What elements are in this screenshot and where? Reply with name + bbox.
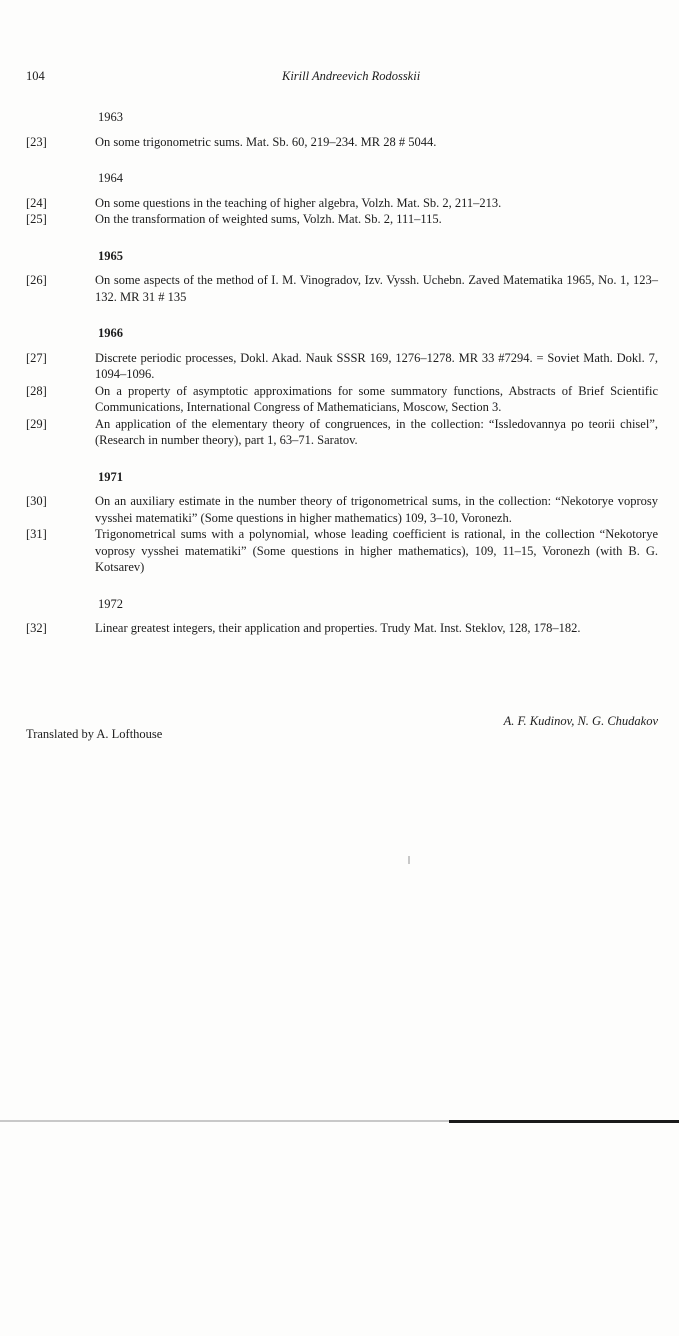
bibliography-entry [26, 383, 658, 416]
entry-text: On a property of asymptotic approximations for some summatory functions, Abstracts of Brief Scientific Communications, International Congress of Mathematicians, Moscow, Section 3. [95, 383, 658, 414]
section-1966 [26, 325, 658, 449]
bibliography-entry [26, 211, 658, 228]
bibliography-entry [26, 350, 658, 383]
entry-number: [28] [26, 383, 47, 398]
entry-text: Linear greatest integers, their application and properties. Trudy Mat. Inst. Steklov, 128, 178–182. [95, 621, 581, 635]
entry-text: Discrete periodic processes, Dokl. Akad. Nauk SSSR 169, 1276–1278. MR 33 #7294. = Soviet Math. Dokl. 7, 1094–1096. [95, 350, 658, 381]
entry-text: On the transformation of weighted sums, Volzh. Mat. Sb. 2, 111–115. [95, 212, 442, 226]
entry-text: An application of the elementary theory of congruences, in the collection: “Issledovannya po teorii chisel”, (Research in number theory), part 1, 63–71. Saratov. [95, 416, 658, 447]
scan-edge-rule-dark [449, 1120, 679, 1123]
entry-number: [25] [26, 212, 47, 226]
year-heading: 1972 [98, 596, 123, 611]
running-title: Kirill Andreevich Rodosskii [282, 69, 421, 83]
entry-text: On some aspects of the method of I. M. Vinogradov, Izv. Vyssh. Uchebn. Zaved Matematika 1965, No. 1, 123–132. MR 31 # 135 [95, 273, 658, 304]
entry-number: [29] [26, 416, 47, 431]
scan-edge-rule [0, 1120, 679, 1122]
entry-number: [30] [26, 494, 47, 508]
year-heading: 1966 [98, 326, 123, 340]
bibliography-entry [26, 272, 658, 305]
year-heading: 1964 [98, 171, 123, 185]
entry-number: [32] [26, 621, 47, 635]
bibliography-entry [26, 493, 658, 526]
bibliography-entry [26, 416, 658, 449]
entry-number: [27] [26, 350, 47, 365]
entry-text: Trigonometrical sums with a polynomial, whose leading coefficient is rational, in the collection “Nekotorye voprosy vysshei matematiki” (Some questions in higher mathematics), 109, 11–15, Voronezh (with B. G. Kotsarev) [95, 527, 658, 574]
bibliography-entry [26, 526, 658, 576]
year-heading: 1963 [98, 110, 123, 124]
year-heading: 1971 [98, 469, 123, 484]
bibliography [26, 109, 658, 637]
section-1963 [26, 109, 658, 150]
entry-text: On an auxiliary estimate in the number theory of trigonometrical sums, in the collection: “Nekotorye voprosy vysshei matematiki” (Some questions in higher mathematics) 109, 3–10, Voronezh. [95, 494, 658, 525]
entry-number: [26] [26, 273, 47, 287]
section-1965 [26, 248, 658, 306]
translator-credit: Translated by A. Lofthouse [26, 727, 163, 741]
page-number: 104 [26, 69, 45, 83]
authors-signature: A. F. Kudinov, N. G. Chudakov [503, 714, 658, 728]
bibliography-entry [26, 620, 658, 637]
section-1972 [26, 596, 658, 637]
section-1964 [26, 170, 658, 228]
scan-speck [408, 856, 410, 864]
entry-text: On some trigonometric sums. Mat. Sb. 60, 219–234. MR 28 # 5044. [95, 134, 437, 149]
year-heading: 1965 [98, 248, 123, 263]
entry-number: [23] [26, 134, 47, 149]
entry-number: [24] [26, 195, 47, 210]
bibliography-entry [26, 195, 658, 212]
section-1971 [26, 469, 658, 576]
entry-number: [31] [26, 527, 47, 541]
bibliography-entry [26, 134, 658, 151]
entry-text: On some questions in the teaching of higher algebra, Volzh. Mat. Sb. 2, 211–213. [95, 195, 502, 210]
